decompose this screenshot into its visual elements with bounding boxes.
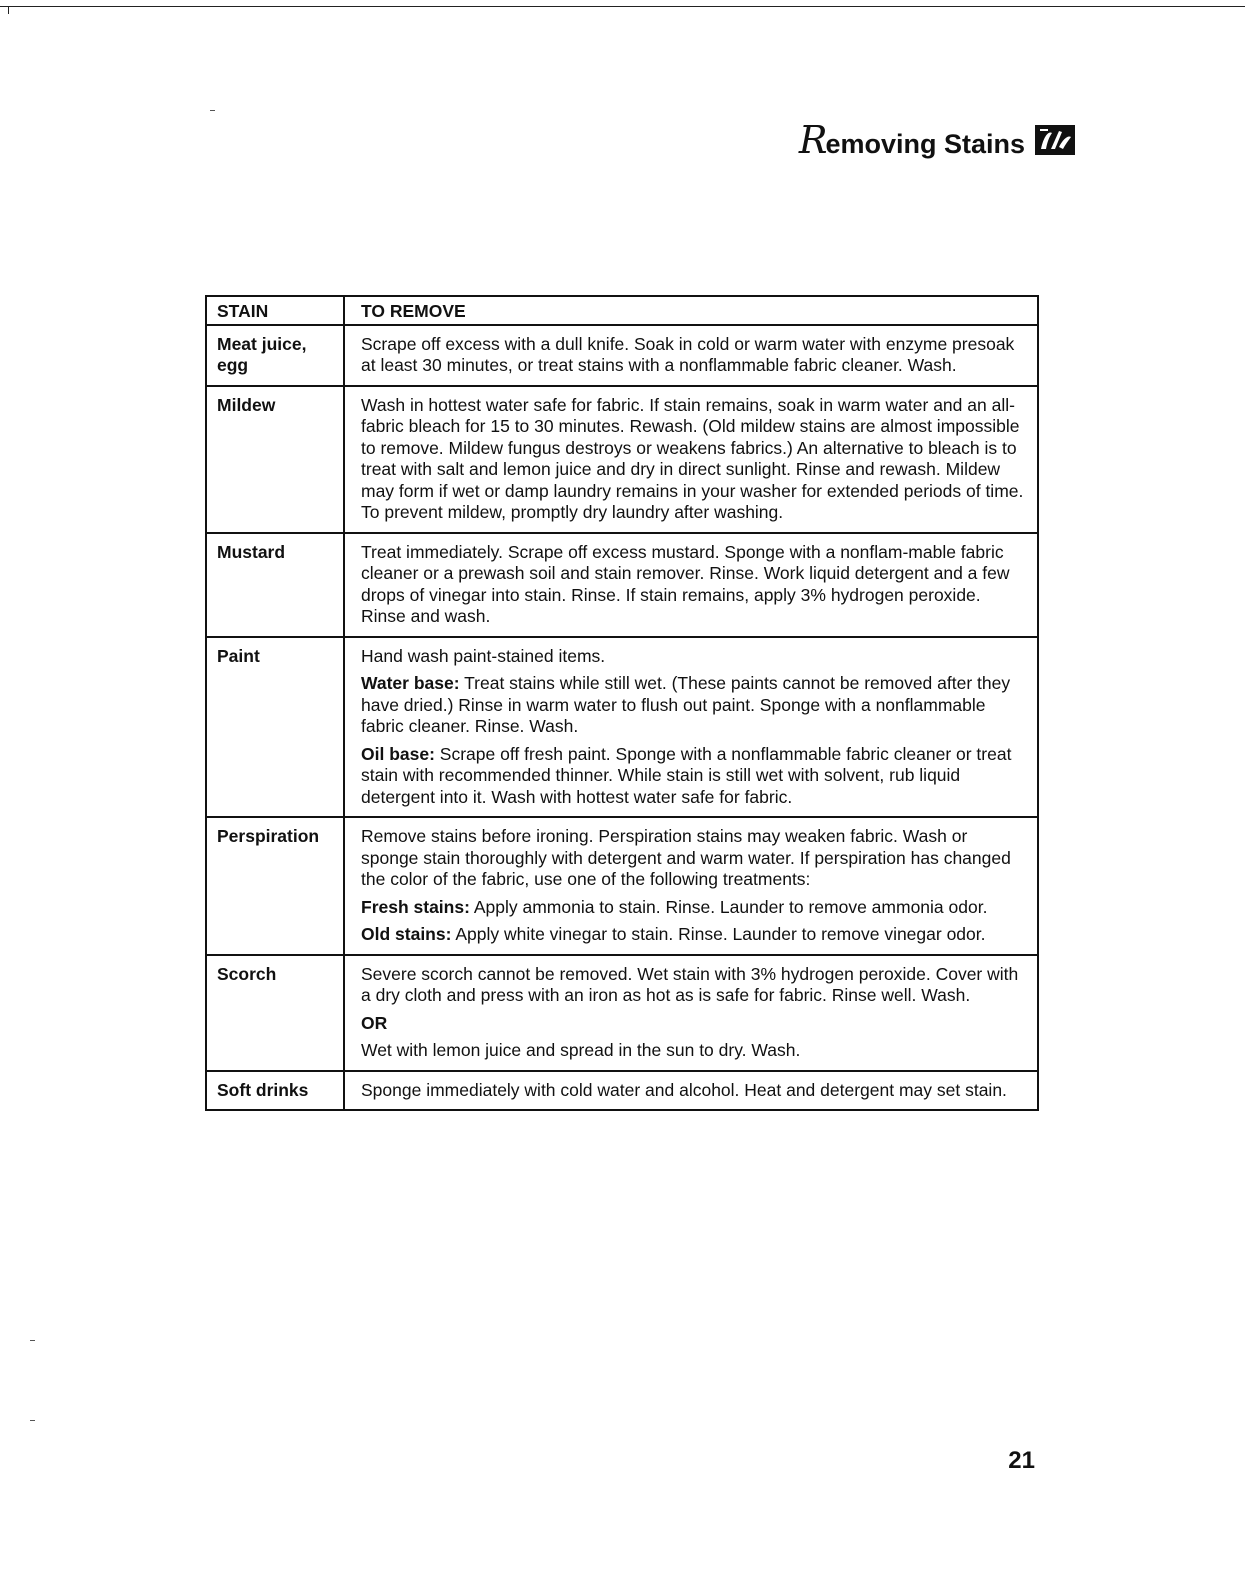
title-initial: R bbox=[798, 118, 826, 162]
table-row bbox=[206, 955, 1038, 1071]
instruction-paragraph bbox=[361, 334, 1027, 377]
table-row bbox=[206, 325, 1038, 386]
stain-name-cell bbox=[206, 533, 344, 637]
title-text: emoving Stains bbox=[825, 129, 1025, 159]
page-header bbox=[799, 118, 1075, 162]
stylized-logo-icon bbox=[1035, 125, 1075, 155]
table-row bbox=[206, 637, 1038, 818]
instruction-paragraph bbox=[361, 1013, 1027, 1035]
scan-speck bbox=[30, 1420, 35, 1421]
instruction-label: Water base: bbox=[361, 673, 460, 693]
table-header-row bbox=[206, 296, 1038, 325]
removal-instructions-cell bbox=[344, 386, 1038, 533]
instruction-paragraph bbox=[361, 542, 1027, 628]
instruction-paragraph bbox=[361, 395, 1027, 524]
scan-speck bbox=[210, 110, 215, 111]
top-crop-rule bbox=[0, 6, 1245, 7]
instruction-paragraph bbox=[361, 1040, 1027, 1062]
instruction-text: Scrape off fresh paint. Sponge with a nonflammable fabric cleaner or treat stain with recommended thinner. While stain is still wet with solvent, rub liquid detergent into it. Wash with hottest water safe for fabric. bbox=[361, 743, 1012, 807]
stain-name-cell bbox=[206, 1071, 344, 1111]
removal-instructions-cell bbox=[344, 533, 1038, 637]
scan-speck bbox=[30, 1340, 35, 1341]
instruction-text: Remove stains before ironing. Perspiration stains may weaken fabric. Wash or sponge stain thoroughly with detergent and warm water. If perspiration has changed the color of the fabric, use one of the following treatments: bbox=[361, 826, 1011, 889]
column-header-to-remove: TO REMOVE bbox=[344, 296, 1038, 325]
removal-instructions-cell bbox=[344, 1071, 1038, 1111]
stain-name-cell bbox=[206, 386, 344, 533]
instruction-text: Wet with lemon juice and spread in the sun to dry. Wash. bbox=[361, 1040, 801, 1060]
instruction-text: Scrape off excess with a dull knife. Soak in cold or warm water with enzyme presoak at least 30 minutes, or treat stains with a nonflammable fabric cleaner. Wash. bbox=[361, 333, 1015, 375]
table-row bbox=[206, 1071, 1038, 1111]
stain-name-cell bbox=[206, 325, 344, 386]
stain-name-line: egg bbox=[217, 355, 249, 375]
instruction-paragraph bbox=[361, 673, 1027, 738]
instruction-label: Fresh stains: bbox=[361, 896, 470, 917]
table-row bbox=[206, 533, 1038, 637]
stain-name-line: Perspiration bbox=[217, 826, 320, 846]
column-header-stain: STAIN bbox=[206, 296, 344, 325]
instruction-paragraph bbox=[361, 744, 1027, 809]
instruction-text: Wash in hottest water safe for fabric. If stain remains, soak in warm water and an all-fabric bleach for 15 to 30 minutes. Rewash. (Old mildew stains are almost impossible to remove. Mildew fungus destroys or weakens fabrics.) An alternative to bleach is to treat with salt and lemon juice and dry in direct sunlight. Rinse and rewash. Mildew may form if wet or damp laundry remains in your washer for extended periods of time. To prevent mildew, promptly dry laundry after washing. bbox=[361, 394, 1024, 522]
instruction-label: Oil base: bbox=[361, 743, 435, 764]
stain-name-cell bbox=[206, 817, 344, 955]
stain-name-line: Paint bbox=[217, 645, 260, 666]
stain-name-line: Mildew bbox=[217, 394, 276, 415]
stain-name-cell bbox=[206, 955, 344, 1071]
instruction-paragraph bbox=[361, 964, 1027, 1007]
stain-name-line: Mustard bbox=[217, 541, 286, 562]
table-row bbox=[206, 386, 1038, 533]
instruction-text: Treat immediately. Scrape off excess mustard. Sponge with a nonflam-mable fabric cleaner or a prewash soil and stain remover. Rinse. Work liquid detergent and a few drops of vinegar into stain. Rinse. If stain remains, apply 3% hydrogen peroxide. Rinse and wash. bbox=[361, 541, 1010, 626]
instruction-text: Hand wash paint-stained items. bbox=[361, 645, 606, 666]
page-title bbox=[799, 118, 1025, 162]
instruction-paragraph bbox=[361, 1080, 1027, 1102]
instruction-paragraph bbox=[361, 924, 1027, 946]
instruction-text: Apply white vinegar to stain. Rinse. Launder to remove vinegar odor. bbox=[451, 924, 986, 944]
instruction-text: Apply ammonia to stain. Rinse. Launder to remove ammonia odor. bbox=[469, 896, 988, 917]
stain-name-line: Soft drinks bbox=[217, 1079, 309, 1100]
instruction-label: Old stains: bbox=[361, 924, 452, 944]
instruction-text: Severe scorch cannot be removed. Wet stain with 3% hydrogen peroxide. Cover with a dry cloth and press with an iron as hot as is safe for fabric. Rinse well. Wash. bbox=[361, 963, 1019, 1005]
removal-instructions-cell bbox=[344, 955, 1038, 1071]
stain-name-line: Meat juice, bbox=[217, 333, 307, 354]
instruction-text: Treat stains while still wet. (These paints cannot be removed after they have dried.) Rinse in warm water to flush out paint. Sponge with a nonflammable fabric cleaner. Rinse. Wash. bbox=[361, 673, 1011, 736]
page-number: 21 bbox=[1008, 1447, 1035, 1474]
crop-mark bbox=[8, 6, 9, 14]
stain-name-line: Scorch bbox=[217, 963, 277, 984]
instruction-paragraph bbox=[361, 646, 1027, 668]
removal-instructions-cell bbox=[344, 817, 1038, 955]
removal-instructions-cell bbox=[344, 325, 1038, 386]
stain-name-cell bbox=[206, 637, 344, 818]
instruction-paragraph bbox=[361, 826, 1027, 891]
table-row bbox=[206, 817, 1038, 955]
instruction-label: OR bbox=[361, 1012, 388, 1033]
instruction-text: Sponge immediately with cold water and alcohol. Heat and detergent may set stain. bbox=[361, 1079, 1007, 1100]
removal-instructions-cell bbox=[344, 637, 1038, 818]
instruction-paragraph bbox=[361, 897, 1027, 919]
stain-removal-table bbox=[205, 295, 1039, 1111]
